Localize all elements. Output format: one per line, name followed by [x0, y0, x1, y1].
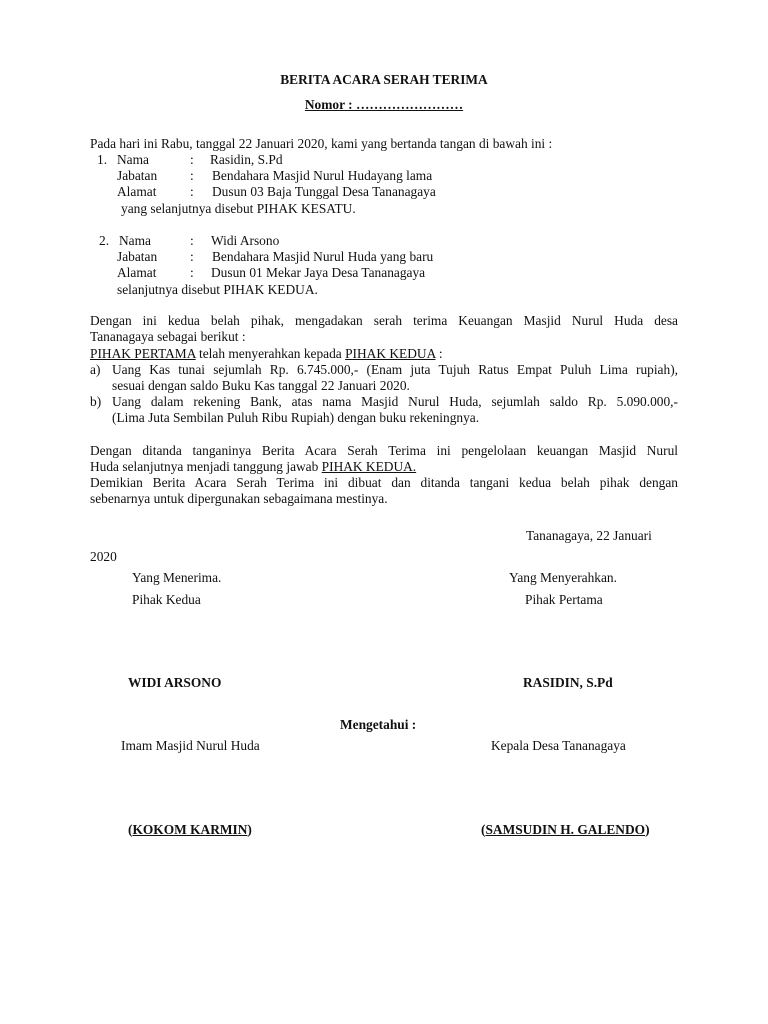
party-1-position-colon: :	[190, 168, 194, 183]
party-1-position-label: Jabatan	[117, 168, 158, 183]
party-2-number: 2.	[99, 233, 110, 248]
receiver-party: Pihak Kedua	[132, 592, 201, 607]
paragraph-2-line-1: Dengan ditanda tanganinya Berita Acara Serah Terima ini pengelolaan keuangan Masjid Nurul	[90, 443, 678, 458]
party-2-designation: selanjutnya disebut PIHAK KEDUA.	[117, 282, 318, 297]
colon-text: :	[435, 346, 443, 361]
imam-name: KOKOM KARMIN	[132, 822, 248, 837]
party-1-name-value: Rasidin, S.Pd	[210, 152, 283, 167]
giver-name: RASIDIN, S.Pd	[523, 675, 613, 690]
party-2-address-colon: :	[190, 265, 194, 280]
party-1-name-label: Nama	[117, 152, 149, 167]
party-2-position-label: Jabatan	[117, 249, 158, 264]
imam-title: Imam Masjid Nurul Huda	[121, 738, 260, 753]
imam-open-paren: (	[128, 822, 133, 837]
village-head-name: SAMSUDIN H. GALENDO	[485, 822, 646, 837]
paragraph-3-line-1: Demikian Berita Acara Serah Terima ini dibuat dan ditanda tangani kedua belah pihak dengan	[90, 475, 678, 490]
party-2-address-value: Dusun 01 Mekar Jaya Desa Tananagaya	[211, 265, 426, 280]
party-2-name-colon: :	[190, 233, 194, 248]
party-1-position-value: Bendahara Masjid Nurul Hudayang lama	[212, 168, 433, 183]
item-b-line-1: Uang dalam rekening Bank, atas nama Masjid Nurul Huda, sejumlah saldo Rp. 5.090.000,-	[112, 394, 678, 409]
imam-signature	[128, 822, 252, 838]
date-year: 2020	[90, 549, 117, 564]
receiver-name: WIDI ARSONO	[128, 675, 222, 690]
paragraph-1-line-1: Dengan ini kedua belah pihak, mengadakan serah terima Keuangan Masjid Nurul Huda desa	[90, 313, 678, 328]
party-1-name-colon: :	[190, 152, 194, 167]
item-a-line-1: Uang Kas tunai sejumlah Rp. 6.745.000,- (Enam juta Tujuh Ratus Empat Puluh Lima rupiah),	[112, 362, 678, 377]
party-2-address-label: Alamat	[117, 265, 157, 280]
item-b-line-2: (Lima Juta Sembilan Puluh Ribu Rupiah) dengan buku rekeningnya.	[112, 410, 480, 425]
village-head-signature	[481, 822, 650, 838]
document-number: Nomor : ……………………	[304, 97, 464, 112]
paragraph-2-line-2	[90, 459, 416, 475]
receiver-role: Yang Menerima.	[132, 570, 222, 585]
item-b-marker: b)	[90, 394, 102, 409]
responsibility-text: Huda selanjutnya menjadi tanggung jawab	[90, 459, 322, 474]
party-second-ref: PIHAK KEDUA	[345, 346, 436, 361]
party-2-position-colon: :	[190, 249, 194, 264]
giver-party: Pihak Pertama	[525, 592, 603, 607]
village-head-open-paren: (	[481, 822, 486, 837]
party-1-number: 1.	[97, 152, 108, 167]
paragraph-1-line-3	[90, 346, 443, 362]
giver-role: Yang Menyerahkan.	[509, 570, 617, 585]
intro-text: Pada hari ini Rabu, tanggal 22 Januari 2020, kami yang bertanda tangan di bawah ini :	[90, 136, 553, 151]
party-first-ref: PIHAK PERTAMA	[90, 346, 196, 361]
place-date: Tananagaya, 22 Januari	[526, 528, 652, 543]
item-a-marker: a)	[90, 362, 101, 377]
item-a-line-2: sesuai dengan saldo Buku Kas tanggal 22 Januari 2020.	[112, 378, 410, 393]
village-head-close-paren: )	[645, 822, 650, 837]
handover-text: telah menyerahkan kepada	[195, 346, 346, 361]
party-1-address-label: Alamat	[117, 184, 157, 199]
party-2-position-value: Bendahara Masjid Nurul Huda yang baru	[212, 249, 434, 264]
paragraph-1-line-2: Tananagaya sebagai berikut :	[90, 329, 246, 344]
party-1-designation: yang selanjutnya disebut PIHAK KESATU.	[121, 201, 356, 216]
party-1-address-colon: :	[190, 184, 194, 199]
imam-close-paren: )	[247, 822, 252, 837]
document-title: BERITA ACARA SERAH TERIMA	[280, 72, 488, 87]
paragraph-3-line-2: sebenarnya untuk dipergunakan sebagaimana mestinya.	[90, 491, 388, 506]
acknowledge-heading: Mengetahui :	[340, 717, 417, 732]
party-second-ref-2: PIHAK KEDUA.	[321, 459, 417, 474]
party-2-name-value: Widi Arsono	[211, 233, 280, 248]
village-head-title: Kepala Desa Tananagaya	[491, 738, 626, 753]
party-1-address-value: Dusun 03 Baja Tunggal Desa Tananagaya	[212, 184, 436, 199]
party-2-name-label: Nama	[119, 233, 151, 248]
